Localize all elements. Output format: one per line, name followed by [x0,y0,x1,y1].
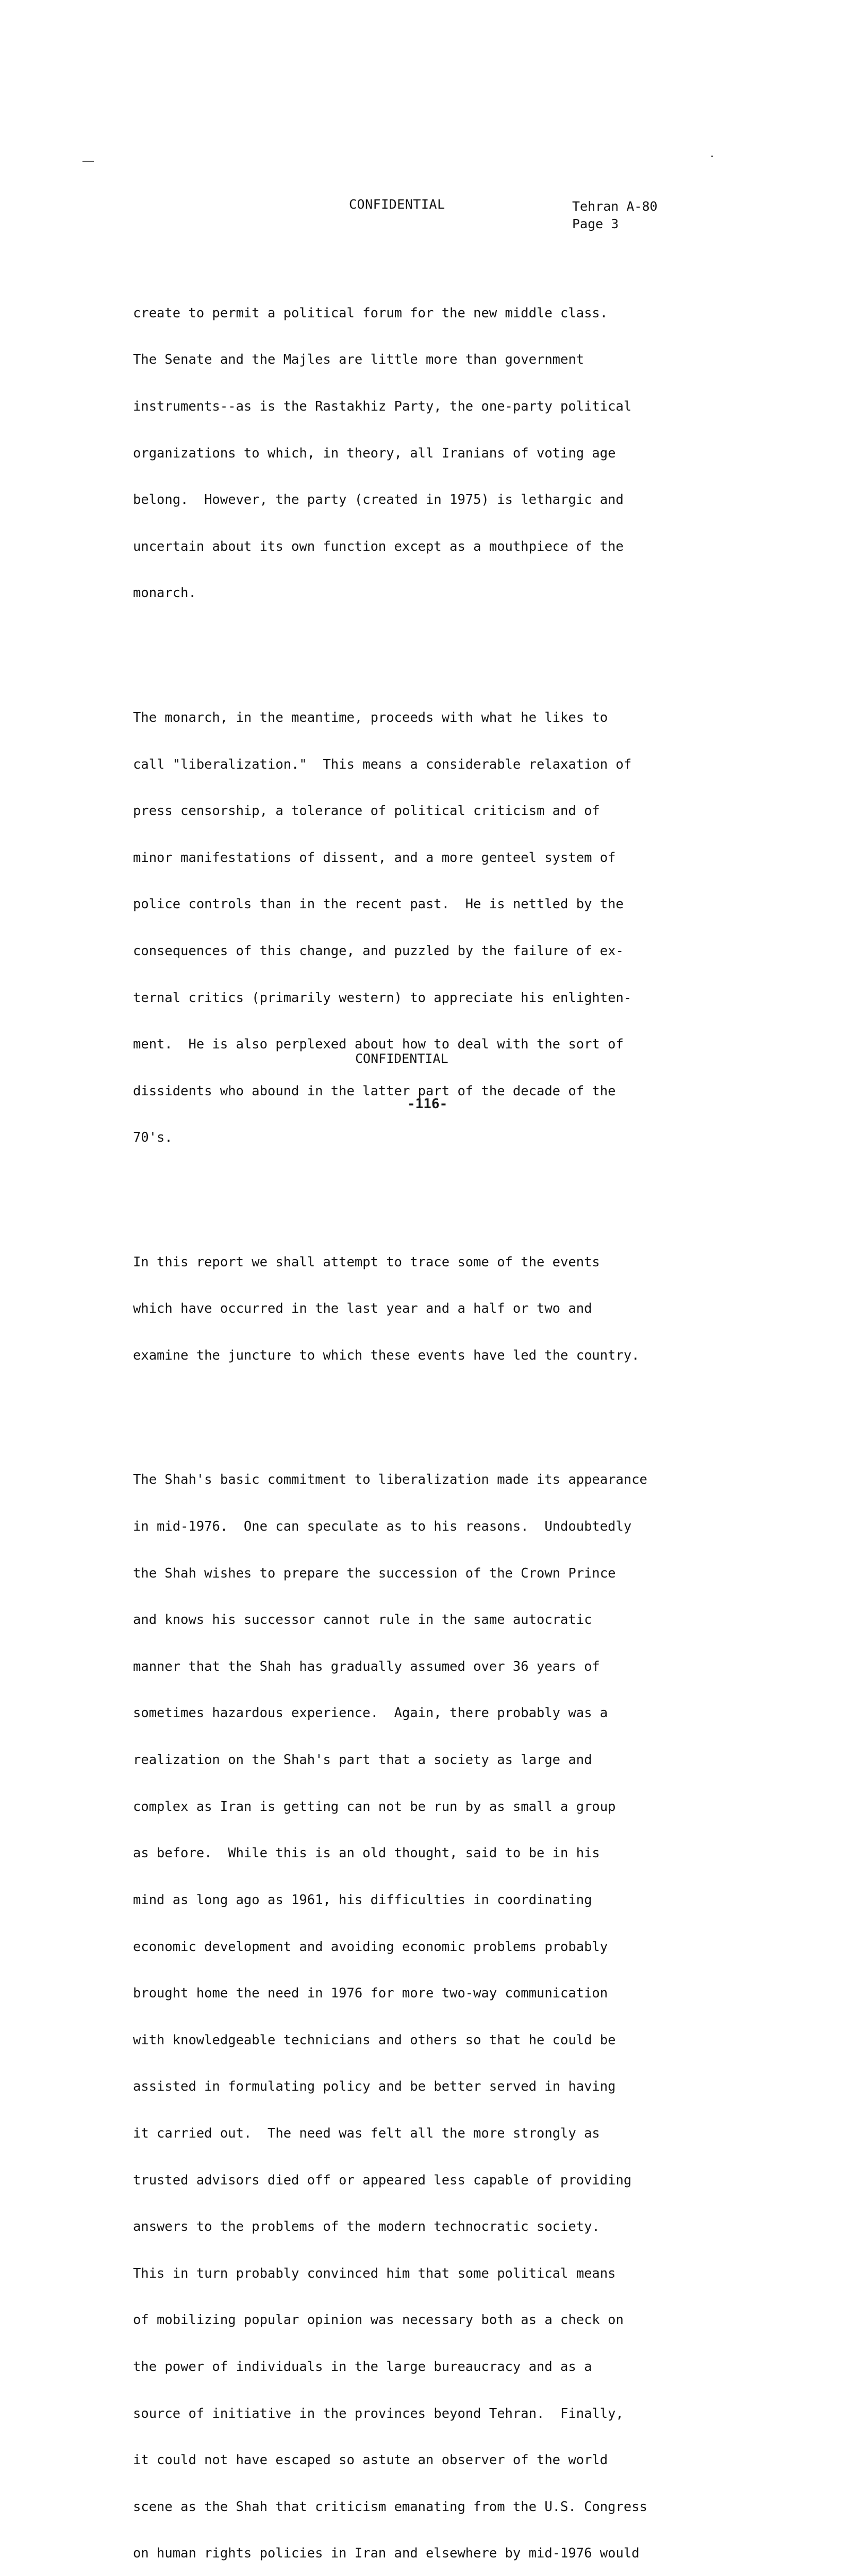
scan-mark [82,161,94,162]
text-line: the power of individuals in the large bureaucracy and as a [133,2359,592,2375]
text-line: police controls than in the recent past. He is nettled by the [133,896,624,912]
text-line: In this report we shall attempt to trace some of the events [133,1254,600,1270]
text-line: the Shah wishes to prepare the succession of the Crown Prince [133,1565,616,1581]
text-line: This in turn probably convinced him that some political means [133,2265,616,2281]
paragraph-3 [133,1223,757,1394]
text-line: of mobilizing popular opinion was necessary both as a check on [133,2312,624,2328]
document-body [133,243,757,2576]
page-number: -116- [407,1096,448,1112]
text-line: sometimes hazardous experience. Again, there probably was a [133,1705,608,1721]
text-line: source of initiative in the provinces beyond Tehran. Finally, [133,2405,624,2421]
text-line: The Shah's basic commitment to liberalization made its appearance [133,1472,647,1488]
text-line: which have occurred in the last year and a half or two and [133,1301,592,1317]
text-line: consequences of this change, and puzzled by the failure of ex- [133,943,624,959]
text-line: as before. While this is an old thought, said to be in his [133,1845,600,1861]
text-line: trusted advisors died off or appeared less capable of providing [133,2172,632,2188]
text-line: examine the juncture to which these events have led the country. [133,1348,640,1364]
text-line: The Senate and the Majles are little more than government [133,352,585,368]
document-reference: Tehran A-80 [572,199,658,214]
text-line: brought home the need in 1976 for more two-way communication [133,1986,608,2002]
text-line: dissidents who abound in the latter part of the decade of the [133,1083,616,1099]
text-line: manner that the Shah has gradually assumed over 36 years of [133,1658,600,1674]
text-line: economic development and avoiding economic problems probably [133,1939,608,1955]
text-line: belong. However, the party (created in 1975) is lethargic and [133,492,624,508]
text-line: on human rights policies in Iran and elsewhere by mid-1976 would [133,2546,640,2562]
text-line: The monarch, in the meantime, proceeds with what he likes to [133,709,608,725]
text-line: answers to the problems of the modern technocratic society. [133,2219,600,2235]
text-line: mind as long ago as 1961, his difficulties in coordinating [133,1892,592,1908]
text-line: with knowledgeable technicians and others so that he could be [133,2032,616,2048]
text-line: in mid-1976. One can speculate as to his reasons. Undoubtedly [133,1519,632,1535]
paragraph-1 [133,274,757,632]
text-line: scene as the Shah that criticism emanating from the U.S. Congress [133,2499,647,2515]
footer-classification: CONFIDENTIAL [355,1051,448,1066]
text-line: minor manifestations of dissent, and a more genteel system of [133,850,616,866]
text-line: complex as Iran is getting can not be run by as small a group [133,1799,616,1815]
paragraph-4 [133,1441,757,2576]
text-line: call "liberalization." This means a considerable relaxation of [133,756,632,772]
header-classification: CONFIDENTIAL [349,197,445,212]
text-line: ternal critics (primarily western) to appreciate his enlighten- [133,990,632,1006]
text-line: ment. He is also perplexed about how to deal with the sort of [133,1037,624,1053]
text-line: uncertain about its own function except as a mouthpiece of the [133,538,624,554]
scan-mark [711,156,713,157]
page-label: Page 3 [572,216,619,231]
text-line: realization on the Shah's part that a society as large and [133,1752,592,1768]
header-reference-block [572,198,658,233]
text-line: and knows his successor cannot rule in the same autocratic [133,1612,592,1628]
text-line: monarch. [133,585,196,601]
text-line: press censorship, a tolerance of political criticism and of [133,803,600,819]
text-line: instruments--as is the Rastakhiz Party, the one-party political [133,399,632,415]
text-line: assisted in formulating policy and be better served in having [133,2079,616,2095]
text-line: create to permit a political forum for the new middle class. [133,305,608,321]
text-line: 70's. [133,1130,173,1146]
text-line: organizations to which, in theory, all Iranians of voting age [133,445,616,461]
text-line: it carried out. The need was felt all the more strongly as [133,2125,600,2141]
text-line: it could not have escaped so astute an observer of the world [133,2452,608,2468]
